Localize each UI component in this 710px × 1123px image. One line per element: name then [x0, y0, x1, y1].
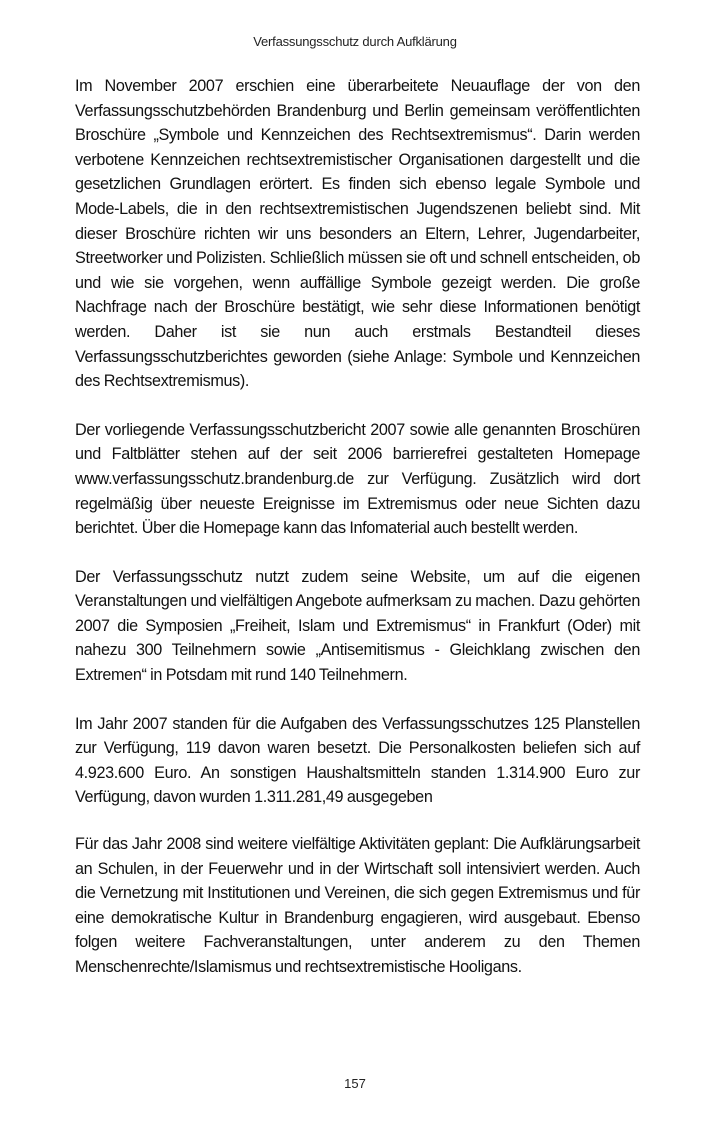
paragraph-events: Der Verfassungsschutz nutzt zudem seine Website, um auf die eigenen Veranstaltungen und vielfältigen Angebote aufmerksam zu machen. Dazu gehörten 2007 die Symposien „Freiheit, Islam und Extremismus“ in Frankfurt (Oder) mit nahezu 300 Teilnehmern sowie „Antisemitismus - Gleichklang zwischen den Extremen“ in Potsdam mit rund 140 Teilnehmern. — [75, 567, 640, 685]
paragraph-budget: Im Jahr 2007 standen für die Aufgaben des Verfassungsschutzes 125 Planstellen zur Verfügung, 119 davon waren besetzt. Die Personalkosten beliefen sich auf 4.923.600 Euro. An sonstigen Haushaltsmitteln standen 1.314.900 Euro zur Verfügung, davon wurden 1.311.281,49 ausgegeben — [75, 714, 640, 807]
running-header: Verfassungsschutz durch Aufklärung — [253, 34, 457, 49]
body-text — [75, 74, 640, 1002]
paragraph-brochure-symbols: Im November 2007 erschien eine überarbeitete Neuauflage der von den Verfassungsschutzbehörden Brandenburg und Berlin gemeinsam veröffentlichten Broschüre „Symbole und Kennzeichen des Rechtsextremismus“. Darin werden verbotene Kennzeichen rechtsextremistischer Organisationen dargestellt und die gesetzlichen Grundlagen erörtert. Es finden sich ebenso legale Symbole und Mode-Labels, die in den rechtsextremistischen Jugendszenen beliebt sind. Mit dieser Broschüre richten wir uns besonders an Eltern, Lehrer, Jugendarbeiter, Streetworker und Polizisten. Schließlich müssen sie oft und schnell entscheiden, ob und wie sie vorgehen, wenn auffällige Symbole gezeigt werden. Die große Nachfrage nach der Broschüre bestätigt, wie sehr diese Informationen benötigt werden. Daher ist sie nun auch erstmals Bestandteil dieses Verfassungsschutzberichtes geworden (siehe Anlage: Symbole und Kennzeichen des Rechtsextremismus). — [75, 77, 640, 391]
paragraph-homepage: Der vorliegende Verfassungsschutzbericht 2007 sowie alle genannten Broschüren und Faltblätter stehen auf der seit 2006 barrierefrei gestalteten Homepage www.verfassungsschutz.brandenburg.de zur Verfügung. Zusätzlich wird dort regelmäßig über neueste Ereignisse im Extremismus oder neue Sichten dazu berichtet. Über die Homepage kann das Infomaterial auch bestellt werden. — [75, 420, 640, 538]
paragraph-plans-2008: Für das Jahr 2008 sind weitere vielfältige Aktivitäten geplant: Die Aufklärungsarbeit an Schulen, in der Feuerwehr und in der Wirtschaft soll intensiviert werden. Auch die Vernetzung mit Institutionen und Vereinen, die sich gegen Extremismus und für eine demokratische Kultur in Brandenburg engagieren, wird ausgebaut. Ebenso folgen weitere Fachveranstaltungen, unter anderem zu den Themen Menschenrechte/Islamismus und rechtsextremistische Hooligans. — [75, 835, 640, 976]
page-number: 157 — [344, 1076, 366, 1091]
